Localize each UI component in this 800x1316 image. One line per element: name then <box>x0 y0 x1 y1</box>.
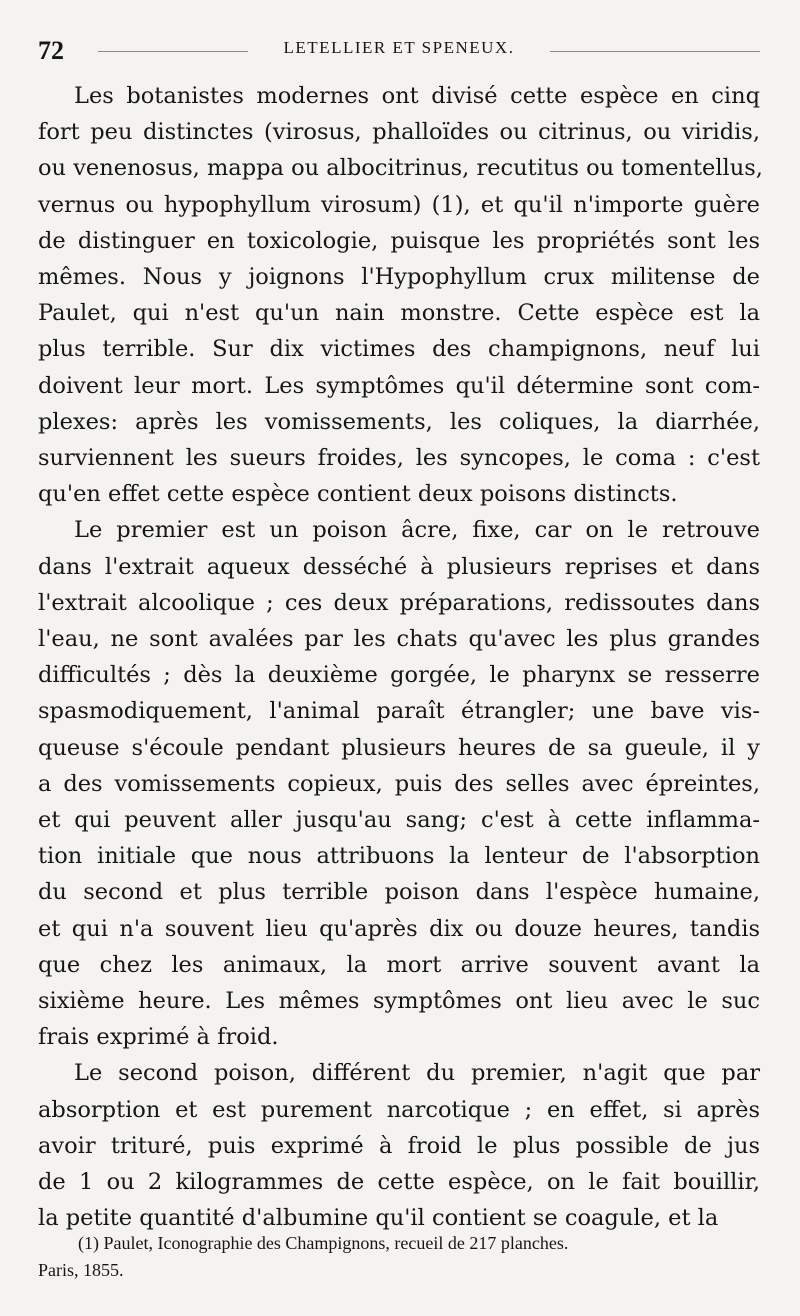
text-line: la petite quantité d'albumine qu'il contient se coagule, et la <box>38 1205 719 1232</box>
text-line: Les botanistes modernes ont divisé cette espèce en cinq <box>74 83 760 109</box>
page-number: 72 <box>38 36 64 65</box>
text-line: qu'en effet cette espèce contient deux poisons distincts. <box>38 481 678 508</box>
text-line: a des vomissements copieux, puis des selles avec épreintes, <box>38 770 760 797</box>
text-line: l'eau, ne sont avalées par les chats qu'avec les plus grandes <box>38 626 760 653</box>
footnote <box>38 1230 760 1284</box>
text-line: ou venenosus, mappa ou albocitrinus, recutitus ou tomentellus, <box>38 155 763 182</box>
text-line: de distinguer en toxicologie, puisque les propriétés sont les <box>38 227 760 254</box>
footnote-line-2: Paris, 1855. <box>38 1260 124 1280</box>
text-line: spasmodiquement, l'animal paraît étrangler; une bave vis- <box>38 698 760 725</box>
text-line: queuse s'écoule pendant plusieurs heures de sa gueule, il y <box>38 734 760 761</box>
text-line: frais exprimé à froid. <box>38 1024 279 1051</box>
text-line: Paulet, qui n'est qu'un nain monstre. Cette espèce est la <box>38 300 760 327</box>
text-line: doivent leur mort. Les symptômes qu'il détermine sont com- <box>38 372 760 399</box>
body-text <box>38 78 763 1237</box>
text-line: surviennent les sueurs froides, les syncopes, le coma : c'est <box>38 445 760 472</box>
text-line: et qui peuvent aller jusqu'au sang; c'est à cette inflamma- <box>38 807 760 834</box>
text-line: que chez les animaux, la mort arrive souvent avant la <box>38 951 760 978</box>
footnote-line-1: (1) Paulet, Iconographie des Champignons, recueil de 217 planches. <box>78 1233 569 1253</box>
text-line: plexes: après les vomissements, les coliques, la diarrhée, <box>38 408 760 435</box>
text-line: absorption et est purement narcotique ; en effet, si après <box>38 1096 760 1123</box>
text-line: fort peu distinctes (virosus, phalloïdes ou citrinus, ou viridis, <box>38 119 760 146</box>
text-line: et qui n'a souvent lieu qu'après dix ou douze heures, tandis <box>38 915 760 942</box>
text-line: tion initiale que nous attribuons la lenteur de l'absorption <box>38 843 760 870</box>
text-line: plus terrible. Sur dix victimes des champignons, neuf lui <box>38 336 760 363</box>
text-line: l'extrait alcoolique ; ces deux préparations, redissoutes dans <box>38 589 760 616</box>
text-line: sixième heure. Les mêmes symptômes ont lieu avec le suc <box>38 988 760 1015</box>
paragraph-3 <box>38 1055 760 1236</box>
text-line: difficultés ; dès la deuxième gorgée, le pharynx se resserre <box>38 662 760 689</box>
text-line: de 1 ou 2 kilogrammes de cette espèce, on le fait bouillir, <box>38 1169 760 1196</box>
text-line: dans l'extrait aqueux desséché à plusieurs reprises et dans <box>38 553 760 580</box>
running-head: LETELLIER ET SPENEUX. <box>283 38 515 57</box>
paragraph-2 <box>38 512 760 1055</box>
paragraph-1 <box>38 78 763 512</box>
text-line: avoir trituré, puis exprimé à froid le plus possible de jus <box>38 1132 760 1159</box>
text-line: Le premier est un poison âcre, fixe, car on le retrouve <box>74 517 760 544</box>
text-line: mêmes. Nous y joignons l'Hypophyllum crux militense de <box>38 264 760 291</box>
text-line: Le second poison, différent du premier, n'agit que par <box>74 1060 760 1087</box>
text-line: vernus ou hypophyllum virosum) (1), et qu'il n'importe guère <box>38 191 760 218</box>
header-rule-right <box>550 51 760 52</box>
page-header <box>38 36 760 66</box>
text-line: du second et plus terrible poison dans l'espèce humaine, <box>38 879 760 906</box>
